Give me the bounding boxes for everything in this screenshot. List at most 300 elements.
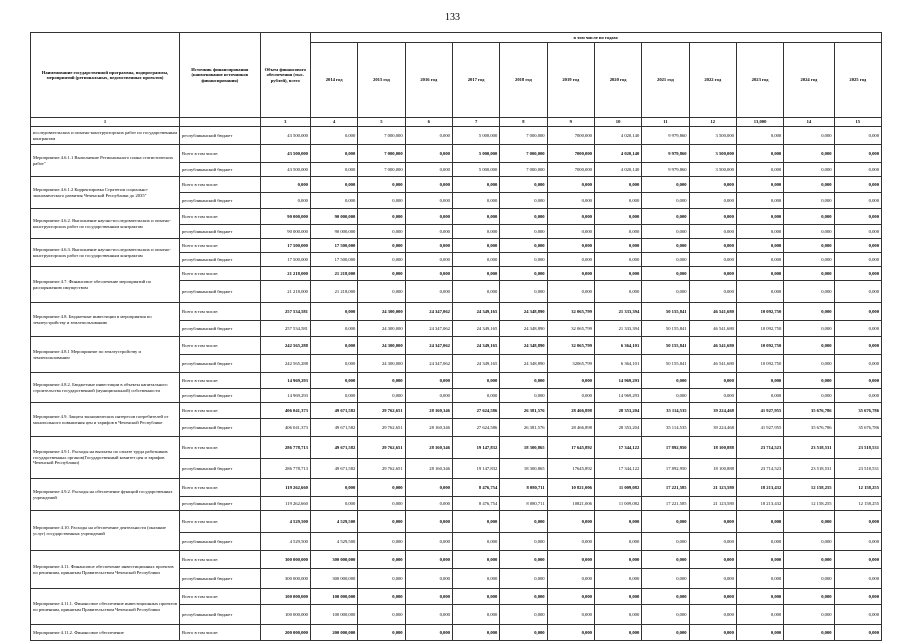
total-volume: 242 565,288 xyxy=(260,355,310,373)
year-value: 0,000 xyxy=(834,337,881,355)
year-value: 0,000 xyxy=(784,337,834,355)
year-value: 0,000 xyxy=(784,551,834,569)
year-value: 9 979,860 xyxy=(642,163,689,177)
year-value: 0,000 xyxy=(405,389,452,403)
year-value: 21 123,580 xyxy=(689,497,736,511)
table-row xyxy=(31,267,882,281)
table-row xyxy=(31,127,882,145)
year-value: 7000,000 xyxy=(547,163,594,177)
year-value: 0,000 xyxy=(405,163,452,177)
measure-name: Мероприятие 4.11. Финансовое обеспечение инвестиционных проектов по решениям, принятым Правительством Чеченской Республики xyxy=(31,551,180,589)
page-number: 133 xyxy=(445,12,460,23)
measure-name: Мероприятие 4.8. Бюджетные инвестиции в мероприятия по землеустройству и землепользованию xyxy=(31,303,180,337)
header-name: Наименование государственной программы, подпрограммы, мероприятий (региональных, ведомственных проектов) xyxy=(31,33,180,118)
year-value: 0,000 xyxy=(547,239,594,253)
year-value: 0,000 xyxy=(405,605,452,625)
year-value: 0,000 xyxy=(547,605,594,625)
header-year: 2017 год xyxy=(452,43,499,118)
funding-source: республиканский бюджет xyxy=(180,355,261,373)
year-value: 0,000 xyxy=(784,355,834,373)
year-value: 24 300,000 xyxy=(358,321,405,337)
table-row xyxy=(31,625,882,641)
measure-name: Мероприятие 4.11.1. Финансовое обеспечение инвестиционных проектов по решениям, принятым Правительством Чеченской Республики xyxy=(31,589,180,625)
year-value: 35 676,786 xyxy=(834,403,881,419)
year-value: 23 518,531 xyxy=(834,437,881,459)
year-value: 0,000 xyxy=(405,145,452,163)
column-number: 3 xyxy=(260,118,310,127)
year-value: 17 500,000 xyxy=(310,239,357,253)
year-value: 0,000 xyxy=(834,625,881,641)
year-value: 90 000,000 xyxy=(310,225,357,239)
year-value: 4 529,500 xyxy=(310,511,357,533)
year-value: 0,000 xyxy=(784,193,834,209)
funding-source: республиканский бюджет xyxy=(180,163,261,177)
year-value: 0,000 xyxy=(547,511,594,533)
funding-source: республиканский бюджет xyxy=(180,253,261,267)
year-value: 35 676,786 xyxy=(784,403,834,419)
header-year: 2019 год xyxy=(547,43,594,118)
funding-source: республиканский бюджет xyxy=(180,419,261,437)
header-year: 2020 год xyxy=(594,43,641,118)
year-value: 0,000 xyxy=(689,389,736,403)
year-value: 19 147,832 xyxy=(452,437,499,459)
header-years-group: в том числе по годам: xyxy=(310,33,881,43)
table-row xyxy=(31,551,882,569)
total-volume: 21 218,000 xyxy=(260,267,310,281)
year-value: 0,000 xyxy=(736,163,783,177)
year-value: 24 300,000 xyxy=(358,303,405,321)
year-value: 18 300,865 xyxy=(500,437,547,459)
year-value: 49 671,582 xyxy=(310,459,357,479)
year-value: 21 333,394 xyxy=(594,321,641,337)
year-value: 9 979,860 xyxy=(642,127,689,145)
year-value: 0,000 xyxy=(594,511,641,533)
year-value: 0,000 xyxy=(736,625,783,641)
year-value: 0,000 xyxy=(642,193,689,209)
year-value: 4 529,500 xyxy=(310,533,357,551)
year-value: 0,000 xyxy=(736,177,783,193)
funding-source: республиканский бюджет xyxy=(180,569,261,589)
column-number: 14 xyxy=(784,118,834,127)
year-value: 24 300,000 xyxy=(358,355,405,373)
year-value: 0,000 xyxy=(689,239,736,253)
year-value: 0,000 xyxy=(689,605,736,625)
year-value: 46 541,680 xyxy=(689,337,736,355)
year-value: 46 541,680 xyxy=(689,303,736,321)
year-value: 0,000 xyxy=(784,267,834,281)
year-value: 0,000 xyxy=(547,533,594,551)
total-volume: 286 778,713 xyxy=(260,437,310,459)
year-value: 0,000 xyxy=(547,625,594,641)
year-value: 0,000 xyxy=(547,373,594,389)
year-value: 0,000 xyxy=(358,551,405,569)
year-value: 0,000 xyxy=(452,551,499,569)
year-value: 0,000 xyxy=(784,533,834,551)
year-value: 0,000 xyxy=(689,625,736,641)
year-value: 0,000 xyxy=(405,239,452,253)
year-value: 0,000 xyxy=(310,389,357,403)
year-value: 24 347,062 xyxy=(405,337,452,355)
year-value: 0,000 xyxy=(834,163,881,177)
year-value: 18 100,888 xyxy=(689,437,736,459)
year-value: 0,000 xyxy=(358,177,405,193)
measure-name: Мероприятие 4.6.2. Выполнение научно-исследовательских и опытно-конструкторских работ по государственным контрактам xyxy=(31,209,180,239)
table-row xyxy=(31,479,882,497)
year-value: 26 381,576 xyxy=(500,403,547,419)
year-value: 0,000 xyxy=(834,551,881,569)
year-value: 0,000 xyxy=(834,193,881,209)
year-value: 0,000 xyxy=(594,569,641,589)
total-volume: 300 000,000 xyxy=(260,551,310,569)
year-value: 0,000 xyxy=(689,373,736,389)
year-value: 0,000 xyxy=(547,569,594,589)
year-value: 28 160,346 xyxy=(405,459,452,479)
year-value: 0,000 xyxy=(310,177,357,193)
year-value: 0,000 xyxy=(642,373,689,389)
year-value: 0,000 xyxy=(310,127,357,145)
total-volume: 4 529,500 xyxy=(260,533,310,551)
year-value: 0,000 xyxy=(834,267,881,281)
year-value: 0,000 xyxy=(784,127,834,145)
year-value: 0,000 xyxy=(500,281,547,303)
year-value: 0,000 xyxy=(594,605,641,625)
year-value: 32 065,799 xyxy=(547,337,594,355)
year-value: 10 092,750 xyxy=(736,355,783,373)
column-number: 12 xyxy=(689,118,736,127)
year-value: 7 000,000 xyxy=(500,145,547,163)
total-volume: 21 218,000 xyxy=(260,281,310,303)
year-value: 0,000 xyxy=(500,533,547,551)
year-value: 0,000 xyxy=(834,321,881,337)
year-value: 0,000 xyxy=(642,625,689,641)
year-value: 0,000 xyxy=(689,511,736,533)
year-value: 0,000 xyxy=(834,127,881,145)
year-value: 300 000,000 xyxy=(310,569,357,589)
year-value: 0,000 xyxy=(642,177,689,193)
year-value: 12 158,255 xyxy=(784,479,834,497)
year-value: 0,000 xyxy=(594,193,641,209)
table-row xyxy=(31,437,882,459)
year-value: 21 123,580 xyxy=(689,479,736,497)
year-value: 32 065,799 xyxy=(547,303,594,321)
year-value: 0,000 xyxy=(834,303,881,321)
year-value: 0,000 xyxy=(405,479,452,497)
year-value: 0,000 xyxy=(834,281,881,303)
year-value: 7 000,000 xyxy=(358,127,405,145)
column-number xyxy=(180,118,261,127)
total-volume: 43 500,000 xyxy=(260,127,310,145)
year-value: 0,000 xyxy=(547,177,594,193)
year-value: 0,000 xyxy=(834,355,881,373)
year-value: 300 000,000 xyxy=(310,551,357,569)
total-volume: 406 041,373 xyxy=(260,419,310,437)
table-row xyxy=(31,403,882,419)
year-value: 0,000 xyxy=(547,253,594,267)
year-value: 0,000 xyxy=(500,239,547,253)
year-value: 0,000 xyxy=(784,569,834,589)
year-value: 0,000 xyxy=(547,589,594,605)
year-value: 0,000 xyxy=(834,239,881,253)
header-year: 2014 год xyxy=(310,43,357,118)
year-value: 0,000 xyxy=(358,497,405,511)
year-value: 24 347,062 xyxy=(405,321,452,337)
year-value: 49 671,582 xyxy=(310,437,357,459)
column-number: 1 xyxy=(31,118,180,127)
year-value: 0,000 xyxy=(358,533,405,551)
year-value: 32 065,799 xyxy=(547,321,594,337)
year-value: 0,000 xyxy=(736,127,783,145)
year-value: 6 364,101 xyxy=(594,355,641,373)
year-value: 0,000 xyxy=(405,253,452,267)
year-value: 4 020,140 xyxy=(594,127,641,145)
year-value: 0,000 xyxy=(736,145,783,163)
column-number: 4 xyxy=(310,118,357,127)
year-value: 26 381,576 xyxy=(500,419,547,437)
year-value: 0,000 xyxy=(500,253,547,267)
year-value: 0,000 xyxy=(500,225,547,239)
year-value: 0,000 xyxy=(594,281,641,303)
year-value: 0,000 xyxy=(452,389,499,403)
year-value: 0,000 xyxy=(642,209,689,225)
column-number: 9 xyxy=(547,118,594,127)
header-year: 2021 год xyxy=(642,43,689,118)
year-value: 24 349,165 xyxy=(452,355,499,373)
year-value: 0,000 xyxy=(452,511,499,533)
total-volume: 17 500,000 xyxy=(260,253,310,267)
year-value: 28 353,204 xyxy=(594,419,641,437)
year-value: 29 762,651 xyxy=(358,459,405,479)
year-value: 0,000 xyxy=(689,281,736,303)
measure-name: Мероприятие 4.7. Финансовое обеспечение мероприятий по распоряжению имуществом xyxy=(31,267,180,303)
funding-source: республиканский бюджет xyxy=(180,193,261,209)
year-value: 8 080,711 xyxy=(500,497,547,511)
total-volume: 242 565,288 xyxy=(260,337,310,355)
year-value: 23 714,523 xyxy=(736,437,783,459)
year-value: 0,000 xyxy=(834,389,881,403)
year-value: 24 348,890 xyxy=(500,303,547,321)
table-row xyxy=(31,337,882,355)
year-value: 0,000 xyxy=(405,225,452,239)
column-number: 11 xyxy=(642,118,689,127)
funding-source: республиканский бюджет xyxy=(180,533,261,551)
total-volume: 200 000,000 xyxy=(260,625,310,641)
funding-source: Всего в том числе: xyxy=(180,589,261,605)
year-value: 5 000,000 xyxy=(452,127,499,145)
year-value: 0,000 xyxy=(784,625,834,641)
year-value: 5 000,000 xyxy=(452,145,499,163)
year-value: 49 671,582 xyxy=(310,403,357,419)
year-value: 0,000 xyxy=(358,239,405,253)
year-value: 27 624,586 xyxy=(452,419,499,437)
year-value: 0,000 xyxy=(784,253,834,267)
year-value: 9 979,860 xyxy=(642,145,689,163)
column-number: 6 xyxy=(405,118,452,127)
year-value: 0,000 xyxy=(452,605,499,625)
year-value: 21 333,394 xyxy=(594,303,641,321)
year-value: 0,000 xyxy=(736,373,783,389)
year-value: 200 000,000 xyxy=(310,625,357,641)
year-value: 11 009,082 xyxy=(594,479,641,497)
year-value: 0,000 xyxy=(358,589,405,605)
year-value: 0,000 xyxy=(642,551,689,569)
year-value: 0,000 xyxy=(736,225,783,239)
year-value: 8 476,754 xyxy=(452,479,499,497)
year-value: 0,000 xyxy=(547,225,594,239)
year-value: 0,000 xyxy=(594,267,641,281)
total-volume: 17 500,000 xyxy=(260,239,310,253)
year-value: 12 158,255 xyxy=(834,479,881,497)
year-value: 7 000,000 xyxy=(500,163,547,177)
measure-name: Мероприятие 4.6.1.1 Выполнение Регионального плана статистических работ" xyxy=(31,145,180,177)
year-value: 0,000 xyxy=(689,551,736,569)
year-value: 0,000 xyxy=(405,177,452,193)
year-value: 50 155,841 xyxy=(642,355,689,373)
year-value: 12 158,255 xyxy=(834,497,881,511)
year-value: 39 224,468 xyxy=(689,403,736,419)
year-value: 0,000 xyxy=(500,177,547,193)
year-value: 0,000 xyxy=(358,605,405,625)
header-year: 2016 год xyxy=(405,43,452,118)
funding-source: Всего в том числе: xyxy=(180,267,261,281)
year-value: 17 645,892 xyxy=(547,437,594,459)
measure-name: Мероприятие 4.10. Расходы на обеспечение деятельности (оказание услуг) государственных учреждений xyxy=(31,511,180,551)
funding-source: Всего в том числе: xyxy=(180,625,261,641)
year-value: 27 624,586 xyxy=(452,403,499,419)
total-volume: 0,000 xyxy=(260,177,310,193)
funding-source: республиканский бюджет xyxy=(180,281,261,303)
year-value: 3 500,000 xyxy=(689,163,736,177)
year-value: 10821,006 xyxy=(547,497,594,511)
measure-name: Мероприятие 4.11.2. Финансовое обеспечение xyxy=(31,625,180,641)
year-value: 0,000 xyxy=(500,389,547,403)
funding-source: республиканский бюджет xyxy=(180,459,261,479)
year-value: 19 147,832 xyxy=(452,459,499,479)
year-value: 7 000,000 xyxy=(358,145,405,163)
year-value: 0,000 xyxy=(405,625,452,641)
year-value: 0,000 xyxy=(784,281,834,303)
funding-source: Всего в том числе: xyxy=(180,437,261,459)
year-value: 35 676,786 xyxy=(784,419,834,437)
year-value: 0,000 xyxy=(452,589,499,605)
year-value: 3 500,000 xyxy=(689,145,736,163)
year-value: 0,000 xyxy=(358,625,405,641)
year-value: 14 969,293 xyxy=(594,373,641,389)
header-year: 2018 год xyxy=(500,43,547,118)
funding-source: республиканский бюджет xyxy=(180,389,261,403)
year-value: 24 349,165 xyxy=(452,321,499,337)
year-value: 0,000 xyxy=(310,337,357,355)
year-value: 0,000 xyxy=(784,145,834,163)
header-volume: Объем финансового обеспечения (тыс. рублей), всего xyxy=(260,33,310,118)
year-value: 11 009,082 xyxy=(594,497,641,511)
year-value: 29 762,651 xyxy=(358,437,405,459)
table-row xyxy=(31,589,882,605)
year-value: 0,000 xyxy=(358,193,405,209)
year-value: 0,000 xyxy=(784,239,834,253)
year-value: 17 892,950 xyxy=(642,437,689,459)
funding-source: республиканский бюджет xyxy=(180,225,261,239)
year-value: 24 347,062 xyxy=(405,303,452,321)
year-value: 0,000 xyxy=(594,225,641,239)
year-value: 0,000 xyxy=(736,389,783,403)
year-value: 10 092,750 xyxy=(736,337,783,355)
year-value: 0,000 xyxy=(834,145,881,163)
year-value: 8 476,754 xyxy=(452,497,499,511)
column-number: 7 xyxy=(452,118,499,127)
year-value: 17 500,000 xyxy=(310,253,357,267)
measure-name: Мероприятие 4.6.3. Выполнение научно-исследовательских и опытно-конструкторских работ по государственным контрактам xyxy=(31,239,180,267)
year-value: 0,000 xyxy=(452,239,499,253)
year-value: 0,000 xyxy=(689,177,736,193)
year-value: 0,000 xyxy=(358,479,405,497)
year-value: 0,000 xyxy=(452,193,499,209)
year-value: 0,000 xyxy=(834,511,881,533)
year-value: 17 344,122 xyxy=(594,437,641,459)
year-value: 0,000 xyxy=(642,533,689,551)
year-value: 0,000 xyxy=(736,589,783,605)
year-value: 35 114,535 xyxy=(642,419,689,437)
year-value: 0,000 xyxy=(452,533,499,551)
year-value: 90 000,000 xyxy=(310,209,357,225)
year-value: 3 500,000 xyxy=(689,127,736,145)
funding-source: Всего в том числе: xyxy=(180,511,261,533)
year-value: 0,000 xyxy=(642,253,689,267)
year-value: 7000,000 xyxy=(547,145,594,163)
year-value: 0,000 xyxy=(594,253,641,267)
year-value: 0,000 xyxy=(594,209,641,225)
year-value: 24 347,062 xyxy=(405,355,452,373)
funding-source: республиканский бюджет xyxy=(180,605,261,625)
year-value: 0,000 xyxy=(405,209,452,225)
year-value: 0,000 xyxy=(834,225,881,239)
year-value: 35 676,786 xyxy=(834,419,881,437)
year-value: 0,000 xyxy=(784,177,834,193)
year-value: 0,000 xyxy=(500,589,547,605)
year-value: 23 518,531 xyxy=(784,459,834,479)
year-value: 0,000 xyxy=(452,225,499,239)
year-value: 0,000 xyxy=(736,193,783,209)
table-row xyxy=(31,239,882,253)
year-value: 0,000 xyxy=(689,253,736,267)
column-number: 8 xyxy=(500,118,547,127)
year-value: 0,000 xyxy=(642,511,689,533)
year-value: 0,000 xyxy=(405,127,452,145)
funding-source: Всего в том числе: xyxy=(180,403,261,419)
year-value: 0,000 xyxy=(689,569,736,589)
funding-source: Всего в том числе: xyxy=(180,303,261,321)
year-value: 0,000 xyxy=(736,239,783,253)
year-value: 28 160,346 xyxy=(405,437,452,459)
funding-source: Всего в том числе: xyxy=(180,239,261,253)
year-value: 0,000 xyxy=(405,281,452,303)
year-value: 7 000,000 xyxy=(500,127,547,145)
year-value: 0,000 xyxy=(642,281,689,303)
funding-source: Всего в том числе: xyxy=(180,551,261,569)
year-value: 0,000 xyxy=(736,569,783,589)
year-value: 18 213,432 xyxy=(736,479,783,497)
year-value: 0,000 xyxy=(594,177,641,193)
year-value: 18 300,865 xyxy=(500,459,547,479)
header-year: 2025 год xyxy=(834,43,881,118)
year-value: 0,000 xyxy=(834,533,881,551)
year-value: 0,000 xyxy=(500,511,547,533)
year-value: 0,000 xyxy=(642,605,689,625)
year-value: 0,000 xyxy=(834,209,881,225)
year-value: 24 349,165 xyxy=(452,337,499,355)
year-value: 0,000 xyxy=(784,589,834,605)
year-value: 0,000 xyxy=(358,511,405,533)
year-value: 0,000 xyxy=(358,281,405,303)
